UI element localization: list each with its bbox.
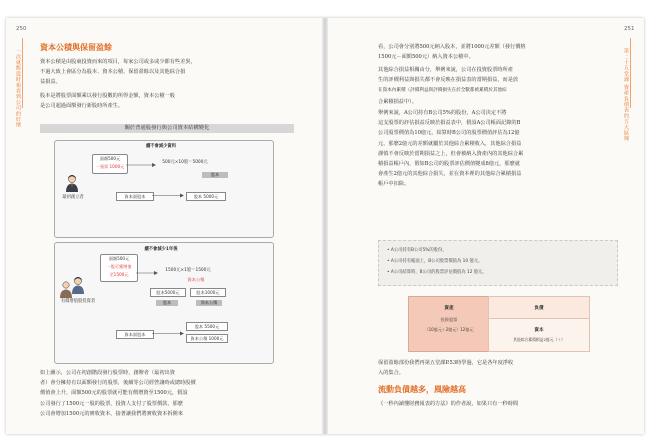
example-note: [378, 240, 618, 286]
section-heading: 流動負債越多，風險越高: [378, 385, 466, 394]
book-spread: [6, 18, 644, 434]
left-page: [6, 18, 324, 434]
capital-surplus-tag: 資本公積: [187, 277, 205, 282]
paragraph: 其他綜合損益相關由分，舉例來說，公司在投資股票時所產 生的評價利益與損失都不會反映在損益表的當期損益，而是放 在資本內累積（評價利益與評價損失在於全數都被累積於其他綜 合累積損益中）。: [378, 67, 519, 105]
investor-label: 最初創立者: [62, 195, 84, 200]
balance-sheet-assets: [408, 296, 490, 352]
balance-sheet-liabilities: [488, 296, 590, 320]
note-item: • A公司持有帳面上，B公司股票價值為 10 億元。: [387, 259, 483, 264]
running-title: 第二十五堂課 資產負債表的五大區塊: [623, 48, 629, 142]
capital-tag: 股本: [156, 300, 178, 306]
panel-title: 續不會減少1年後: [144, 247, 178, 252]
section-heading: 資本公積與保留盈餘: [40, 43, 112, 52]
equity-box: 資本面股本: [116, 330, 154, 339]
page-number: 250: [16, 26, 27, 32]
investor-avatar-icon: [64, 174, 80, 192]
assets-line: （10億元＋2億元）12億元: [424, 327, 474, 332]
liabilities-title: 負債: [534, 306, 544, 311]
diagram-panel: [54, 140, 274, 238]
arrow: [152, 192, 184, 199]
assets-title: 資產: [444, 306, 454, 311]
diagram-title: 關於普通股發行與公司資本結構變化: [40, 124, 294, 133]
equity-title: 資本: [534, 328, 544, 333]
capital-box: 股本5000元: [150, 288, 186, 297]
arrow: [136, 270, 158, 276]
share-info-box: 面額500元 一股可獲增值 至1500元: [100, 254, 138, 282]
investor-label: 有價增值股投資者: [60, 299, 96, 304]
page-number: 251: [624, 26, 635, 32]
equity-line: 其他綜合累積損益2億元（＋）: [513, 337, 565, 342]
running-title: 一次就能從財報看到公司的好壞: [15, 48, 21, 128]
capital-surplus-box: 資本公積 1000元: [186, 334, 228, 343]
note-item: • A公司結算時，B公司的股票評估價值為 12 億元。: [387, 270, 487, 275]
share-info-box: 面額500元 一張票 1000元: [92, 154, 128, 174]
investor-avatar-icon: [58, 280, 74, 298]
capital-tag: 股本: [202, 172, 228, 178]
capital-box: 股本 5000元: [186, 192, 226, 201]
paragraph: 舉例來說，A公司持有B公司5%的股份，A公司決定不將 這支股票的評估損益反映於損益表中，假設A公司帳面記錄的B 公司股票價值為10億元，結算時B公司的股票價值評估為12億 元，那麼2億元的差額就屬於其他綜合累積收入，其他綜合損益 謹慎不會反映於當期損益之上，但會被納入資產內的其他綜合累 積損益帳戶內，假如B公司的股票評估價值變成8億元，那麼就 會產生2億元的其他綜合損失，並在資本裡的其他綜合累積損益 帳戶中扣除。: [378, 110, 524, 188]
arrow: [152, 330, 184, 337]
capital-surplus-tag: 資本公積: [196, 300, 222, 306]
balance-sheet-equity: [488, 318, 590, 352]
calculation: 500元×10股＝5000元: [162, 160, 208, 165]
equity-box: 資本面股本: [116, 192, 154, 201]
capital-box: 股本1000元: [190, 288, 226, 297]
paragraph: 保留盈餘部份我們再第五堂課P.53時學過，它是各年度淨收 入的集合。: [378, 360, 514, 377]
assets-line: 投資股票: [440, 317, 458, 322]
note-item: • A公司持有B公司5%的股份。: [387, 248, 447, 253]
paragraph: 《一秒內讀懂財務報表的方法》的作者說，如果只有一秒時間: [378, 401, 519, 407]
arrow: [126, 162, 156, 168]
paragraph: 資本公積是由股東投資而來的項目，每家公司或多或少都有些差異， 不過大致上會區分為股本、資本公積、保留盈餘以及其他綜合損 益損益。: [40, 59, 196, 86]
calculation: 1500元×1股＝1500元: [165, 268, 211, 273]
capital-box: 股本 5500元: [186, 322, 228, 331]
paragraph: 股本是將股票面額乘以發行股數的所得金額，資本公積一般 是公司超過面額發行新股時所產生。: [40, 93, 175, 110]
paragraph: 如上圖示，公司在初創階段發行股票時，創辦者（最初出資 者）會分擁持有以面額發行的股票，後續等公司經營讓時或總時股價 價值會上升，面額500元的股票就可能有價增資至1500元，假設 公司發行了1500元一股的股票，投資人支付了股票價款，那麼 公司會增加1500元的實收資本，接著讓我們將實收資本拆開來: [40, 370, 196, 417]
paragraph: 看，公司會分別將500元納入股本，並將1000元差額（發行價格 1500元－面額500元）納入資本公積中。: [378, 44, 526, 61]
panel-title: 續不會減少資料: [145, 144, 177, 149]
right-page: [326, 18, 644, 434]
